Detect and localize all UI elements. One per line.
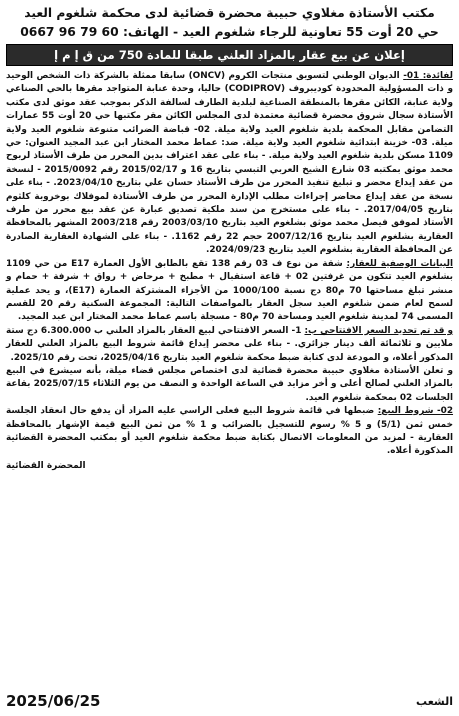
paragraph-label: و قد تم تحديد السعر الافتتاحي ب: [304, 325, 454, 336]
newspaper-name: الشعب [416, 694, 453, 708]
paragraph-sale-conditions [6, 405, 453, 459]
signature: المحضرة القضائية [6, 460, 86, 471]
notice-body [6, 70, 453, 473]
paragraph-text: الديوان الوطني لتسويق منتجات الكروم (ONCV) سابقا ممثلة بالشركة ذات الشخص الوحيد و ذات المسؤولية المحدودة كوديبروف (CODIPROV) حاليا، وحدة عنابة المتواجد مقرها بالحي الصناعي ولاية عنابة، الكائن مقرها بالمنطقة الصناعية لبلدية الطارف لسالفة الذكر بموجب عقد موثق لدى مكتب الأستاذة سجال شروق محضرة قضائية معتمدة لدى المجلس الكائن مقر مكتبها حي 20 أوت 55 عمارات التضامن مقابل المحكمة بلدية شلغوم العيد ولاية ميلة. 02- قباضة الضرائب متنوعة شلغوم العيد ولاية ميلة. 03- خزينة ابتدائية شلغوم العيد ولاية ميلة. ضد: عماط محمد المختار ابن عبد المجيد العنوان: حي 1109 مسكن بلدية شلغوم العيد ولاية ميلة. - بناء على عقد اعتراف بدين المحرر من طرف الأستاذ لربوح محمد موثق بمكتبه 03 شارع الشيخ العربي التبسي بتاريخ 16 و 2015/02/17 رقم 2015/0092 - لنسخة من عقد إيداع محضر و تبليغ تنفيذ المحرر من طرف الأستاذ حسان علي بتاريخ 2023/04/10. - بناء على نسخة من عقد إيداع محاضر إجراءات مطلب الإدارة المحرر من طرف الأستاذة لموفلاك بوخروبة كلثوم بتاريخ 2017/04/05. - بناء على مستخرج من سند ملكية تصديق عبارة عن عقد بيع محرر من طرف الأستاذ لموفق فيصل محمد موثق بشلغوم العيد بتاريخ 2003/03/10 رقم 2003/218 المشهر بالمحافظة العقارية بشلغوم العيد بتاريخ 2007/12/16 حجم 22 رقم 1162. - بناء على الشهادة العقارية الصادرة عن المحافظة العقارية بشلغوم العيد بتاريخ 2024/09/23. [6, 71, 454, 256]
paragraph-label: 02- شروط البيع: [377, 406, 454, 417]
office-header-line2: حي 20 أوت 55 تعاونية للرجاء شلغوم العيد - الهاتف: 60 79 96 0667 [20, 25, 439, 39]
publication-date: 2025/06/25 [6, 692, 101, 710]
footer [6, 690, 453, 712]
paragraph-text: ضبطها في قائمة شروط البيع فعلى الراسي عليه المزاد أن يدفع حال انعقاد الجلسة خمس ثمن (5/1) و 5 % رسوم للتسجيل بالضرائب و 1 % من ثمن البيع قيمة الإشهار بالمحافظة العقارية - لمزيد من المعلومات الاتصال بكتابة ضبط محكمة شلغوم العيد أو بمكتب المحضرة القضائية المذكورة أعلاه. [6, 406, 453, 457]
office-header-line1: مكتب الأستاذة مغلاوي حبيبة محضرة قضائية لدى محكمة شلغوم العيد [24, 6, 435, 20]
paragraph-label: لفائدة: 01- [403, 71, 454, 81]
paragraph-text: شقة من نوع ف 03 رقم 138 تقع بالطابق الأول العمارة E17 من حي 1109 بشلغوم العيد تتكون من غرفتين 02 + قاعة استقبال + مطبخ + مرحاض + رواق + شرفة + حمام و منشر تبلغ مساحتها 70 م80 دج نسبة 1000/100 من الأجزاء المشتركة العمارة (E17)، و يحد عملية لسمح لعام ضمن شلغوم العيد سجل العقار بالمواصفات التالية: المجموعة السكنية رقم 20 للقسم المسمى 74 لمدينة شلغوم العيد ومساحة 70 م80 - مسجلة باسم عماط محمد المختار ابن عبد المجيد. [6, 258, 453, 323]
paragraph-parties [6, 70, 453, 258]
paragraph-auction-date [6, 365, 453, 405]
paragraph-label: البيانات الوصفية للعقار: [346, 258, 454, 269]
paragraph-text: 1- السعر الافتتاحي لبيع العقار بالمزاد العلني ب 6.300.000 دج ستة ملايين و ثلاثمائة ألف دينار جزائري. - بناء على محضر إيداع قائمة شروط البيع بالمزاد العلني للعقار المذكور أعلاه، و المودعة لدى كتابة ضبط محكمة شلغوم العيد بتاريخ 2025/04/16، تحت رقم 2025/10. [6, 325, 453, 363]
paragraph-property-description [6, 258, 453, 325]
notice-title-banner: إعلان عن بيع عقار بالمزاد العلني طبقا للمادة 750 من ق إ م إ [6, 44, 453, 66]
paragraph-text: و تعلن الأستاذة مغلاوي حبيبة محضرة قضائية لدى اختصاص مجلس قضاء ميلة، بأنه سيشرع في البيع بالمزاد العلني لصالح أعلى و أخر مزايد في الساعة الواحدة و النصف من يوم الثلاثاء 2025/07/15 بقاعة الجلسات 02 بمحكمة شلغوم العيد. [6, 365, 453, 403]
paragraph-opening-price [6, 325, 453, 365]
